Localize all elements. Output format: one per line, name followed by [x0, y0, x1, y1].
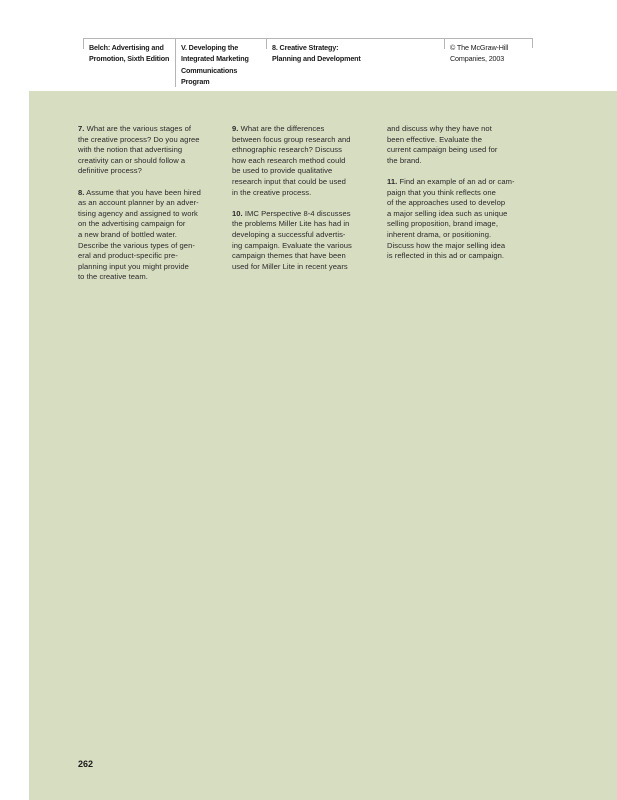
header-book-title: Belch: Advertising and Promotion, Sixth Edition [83, 39, 175, 49]
question-8 [78, 188, 223, 283]
question-8-number: 8. [78, 187, 85, 197]
question-11-text: Find an example of an ad or cam- paign that you think reflects one of the approaches used to develop a major selling idea such as unique selling proposition, brand image, inherent drama, or positioning. Discuss how the major selling idea is reflected in this ad or campaign. [387, 176, 515, 261]
header-copyright: © The McGraw-Hill Companies, 2003 [444, 39, 532, 49]
header-divider [532, 38, 533, 48]
column-right [387, 124, 532, 272]
header-part-title: V. Developing the Integrated Marketing Communications Program [175, 39, 266, 87]
question-7 [78, 124, 223, 177]
question-10 [232, 209, 377, 273]
question-10-number: 10. [232, 208, 243, 218]
question-10-continued: and discuss why they have not been effective. Evaluate the current campaign being used for the brand. [387, 124, 498, 165]
running-header [83, 38, 533, 87]
question-7-number: 7. [78, 124, 85, 133]
header-chapter-title: 8. Creative Strategy: Planning and Development [266, 39, 444, 49]
column-middle [232, 124, 377, 283]
column-left [78, 124, 223, 294]
question-7-text: What are the various stages of the creative process? Do you agree with the notion that advertising creativity can or should follow a definitive process? [78, 124, 200, 176]
question-9 [232, 124, 377, 198]
question-11-number: 11. [387, 176, 398, 186]
question-9-number: 9. [232, 124, 239, 133]
question-9-text: What are the differences between focus group research and ethnographic research? Discuss how each research method could be used to provide qualitative research input that could be used in the creative process. [232, 124, 351, 197]
page-number: 262 [78, 759, 94, 769]
question-11 [387, 177, 532, 262]
question-10-text: IMC Perspective 8-4 discusses the problems Miller Lite has had in developing a successful advertis- ing campaign. Evaluate the various campaign themes that have been used for Miller Lite in recent years [232, 208, 352, 271]
question-8-text: Assume that you have been hired as an account planner by an adver- tising agency and assigned to work on the advertising campaign for a new brand of bottled water. Describe the various types of gen- eral and product-specific pre- planning input you might provide to the creative team. [78, 187, 201, 282]
